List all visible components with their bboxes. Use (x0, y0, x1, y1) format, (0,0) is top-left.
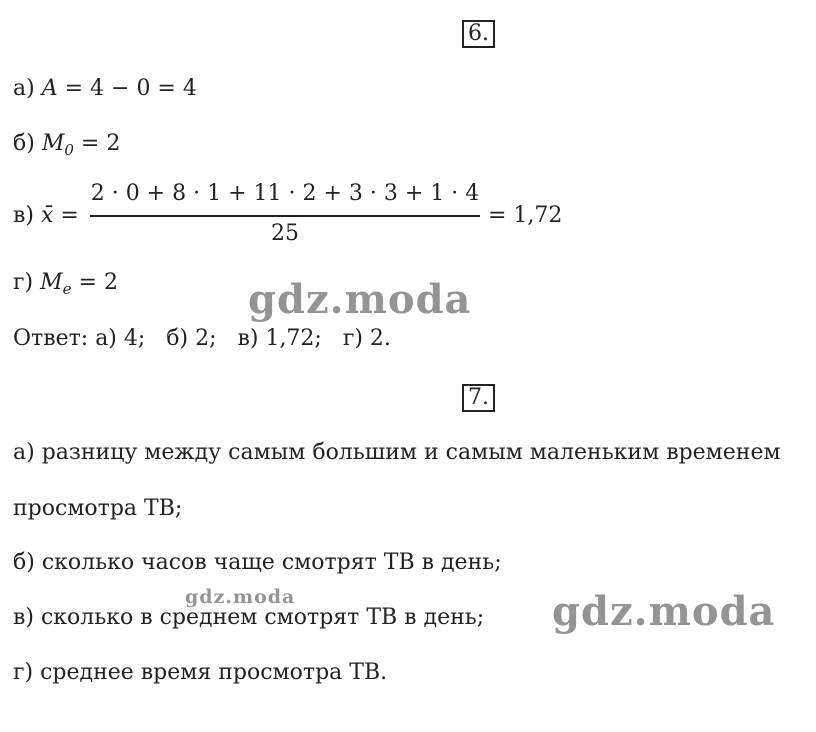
task-6-answer: Ответ: а) 4; б) 2; в) 1,72; г) 2. (13, 326, 391, 351)
task-7-number: 7. (462, 384, 495, 412)
task-7-line-5: г) среднее время просмотра ТВ. (13, 660, 388, 685)
task-6-line-g (13, 270, 118, 302)
line-v-variable: x̄ (40, 203, 54, 228)
line-v-prefix: в) (13, 203, 34, 228)
task-7-line-4: в) сколько в среднем смотрят ТВ в день; (13, 605, 485, 630)
line-v-result: = 1,72 (488, 203, 563, 228)
line-a-prefix: а) (13, 76, 35, 101)
line-a-expression: = 4 − 0 = 4 (64, 76, 197, 101)
line-b-expression: = 2 (80, 131, 121, 156)
fraction-numerator: 2 · 0 + 8 · 1 + 11 · 2 + 3 · 3 + 1 · 4 (90, 181, 480, 206)
task-6-line-v (13, 203, 79, 229)
task-6-line-b (13, 131, 120, 163)
task-7-line-2: просмотра ТВ; (13, 496, 183, 521)
line-b-prefix: б) (13, 131, 35, 156)
fraction-bar (90, 215, 480, 217)
task-6-line-a (13, 76, 197, 102)
line-b-variable: M (41, 131, 65, 156)
watermark-logo-2: gdz.moda (552, 588, 776, 635)
fraction-denominator: 25 (271, 221, 299, 246)
watermark-logo: gdz.moda (248, 276, 472, 323)
task-7-line-3: б) сколько часов чаще смотрят ТВ в день; (13, 550, 502, 575)
line-g-variable: M (40, 270, 63, 295)
line-g-expression: = 2 (78, 270, 118, 295)
watermark-logo-small: gdz.moda (185, 586, 296, 608)
line-g-subscript: e (62, 280, 72, 298)
mean-fraction (90, 181, 480, 251)
line-v-equals: = (60, 203, 79, 228)
task-6-number: 6. (462, 20, 495, 48)
line-b-subscript: 0 (64, 141, 74, 159)
line-a-variable: A (41, 76, 58, 101)
line-g-prefix: г) (13, 270, 34, 295)
task-7-line-1: а) разницу между самым большим и самым маленьким временем (13, 440, 781, 465)
